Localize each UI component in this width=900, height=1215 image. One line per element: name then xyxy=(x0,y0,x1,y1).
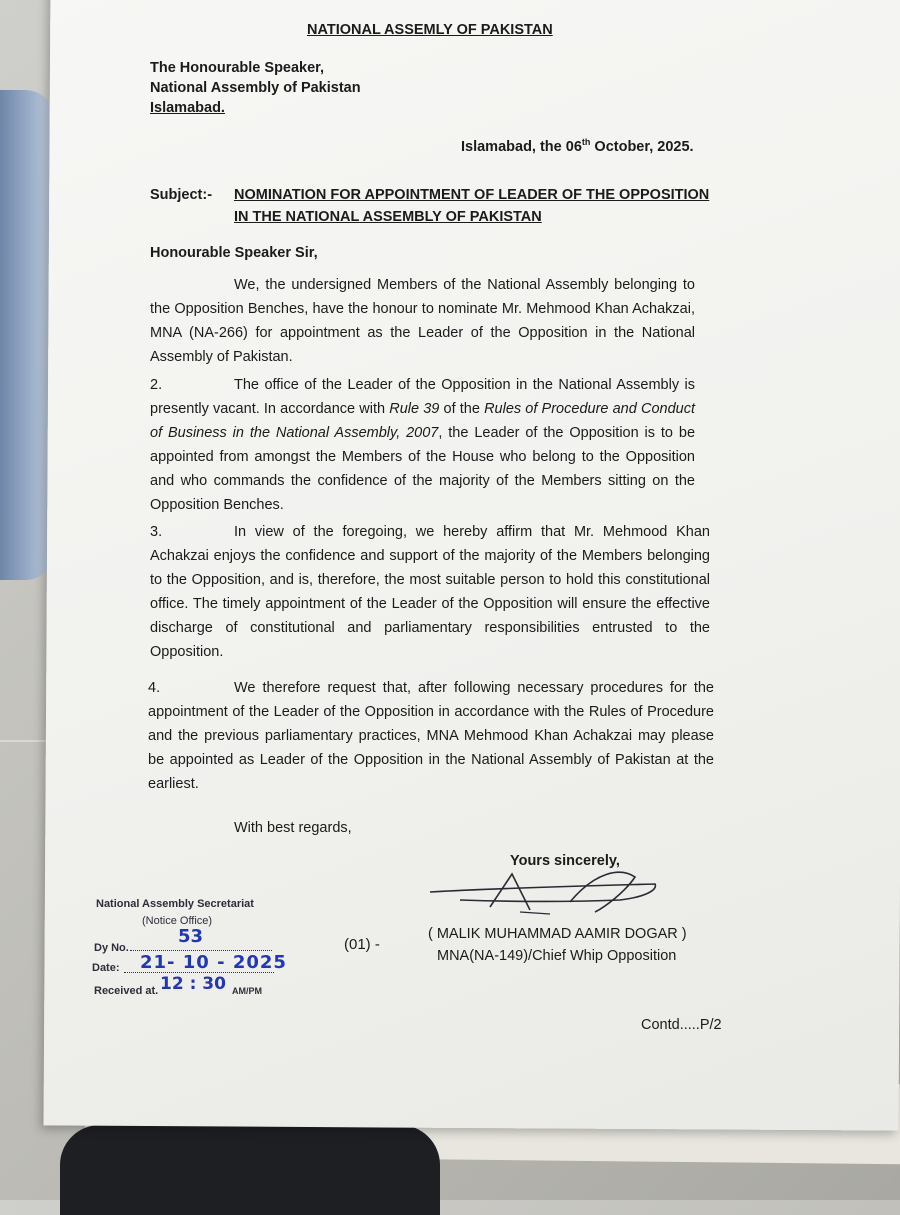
paragraph-2-rule: Rule 39 xyxy=(389,401,440,417)
stamp-received-value: 12 : 30 xyxy=(160,974,226,994)
date-suffix: October, 2025. xyxy=(590,139,694,155)
sign-off: Yours sincerely, xyxy=(510,853,620,869)
paragraph-2-text-b: of the xyxy=(439,401,485,417)
addressee-line-2: National Assembly of Pakistan xyxy=(150,80,361,96)
paragraph-1: We, the undersigned Members of the National Assembly belonging to the Opposition Benches, have the honour to nominate Mr. Mehmood Khan Achakzai, MNA (NA-266) for appointment as the Leader of the Opposition in the National Assembly of Pakistan. xyxy=(150,277,695,365)
subject-label: Subject:- xyxy=(150,187,213,203)
paragraph-2-text-a: The office of the Leader of the Opposition in the National Assembly is presently vacant. In accordance with xyxy=(150,377,695,417)
stamp-dy-value: 53 xyxy=(178,926,204,947)
paragraph-3-number: 3. xyxy=(150,524,163,540)
stamp-received-suffix: AM/PM xyxy=(232,986,262,996)
stamp-date-label: Date: xyxy=(92,962,120,974)
paragraph-3-text: In view of the foregoing, we hereby affirm that Mr. Mehmood Khan Achakzai enjoys the confidence and support of the majority of the Members belonging to the Opposition, and is, therefore, the most suitable person to hold this constitutional office. The timely appointment of the Leader of the Opposition will ensure the effective discharge of constitutional and parliamentary responsibilities entrusted to the Opposition. xyxy=(150,524,710,660)
subject-line-2: IN THE NATIONAL ASSEMBLY OF PAKISTAN xyxy=(234,209,542,225)
signatory-designation: MNA(NA-149)/Chief Whip Opposition xyxy=(437,948,677,964)
date-prefix: Islamabad, the 06 xyxy=(461,139,582,155)
subject-line-1: NOMINATION FOR APPOINTMENT OF LEADER OF THE OPPOSITION xyxy=(234,187,710,203)
stamp-line-1: National Assembly Secretariat xyxy=(96,898,254,910)
stamp-received-label: Received at. xyxy=(94,985,159,997)
addressee-line-3: Islamabad. xyxy=(150,100,225,116)
signature xyxy=(420,862,670,932)
stamp-date-value: 21- 10 - 2025 xyxy=(140,952,287,973)
paragraph-4 xyxy=(148,676,714,796)
continuation-note: Contd.....P/2 xyxy=(641,1017,722,1033)
stamp-line-2: (Notice Office) xyxy=(142,915,213,927)
addressee-line-1: The Honourable Speaker, xyxy=(150,60,325,76)
paragraph-3 xyxy=(150,520,710,664)
signatory-name: ( MALIK MUHAMMAD AAMIR DOGAR ) xyxy=(428,926,687,942)
date-line xyxy=(461,137,694,157)
paragraph-2 xyxy=(150,373,695,517)
closing: With best regards, xyxy=(234,820,352,836)
stamp-dy-dots xyxy=(130,950,272,951)
stamp-dy-label: Dy No. xyxy=(94,942,129,954)
paragraph-2-text-c: , the Leader of the Opposition is to be appointed from amongst the Members of the House who belong to the Opposition and who commands the confidence of the majority of the Members sitting on the Opposition Benches. xyxy=(150,425,696,513)
paragraph-4-number: 4. xyxy=(148,680,161,696)
paragraph-2-number: 2. xyxy=(150,377,163,393)
letterhead-title: NATIONAL ASSEMLY OF PAKISTAN xyxy=(307,22,553,38)
paragraph-2-rules-title: Rules of Procedure and Conduct of Business in the National Assembly, 2007 xyxy=(150,401,695,441)
paragraph-4-text: We therefore request that, after following necessary procedures for the appointment of the Leader of the Opposition in accordance with the Rules of Procedure and the previous parliamentary practices, MNA Mehmood Khan Achakzai may please be appointed as Leader of the Opposition in the National Assembly of Pakistan at the earliest. xyxy=(148,680,714,792)
date-superscript: th xyxy=(581,137,591,148)
signatory-number: (01) - xyxy=(344,936,380,953)
salutation: Honourable Speaker Sir, xyxy=(150,245,318,261)
